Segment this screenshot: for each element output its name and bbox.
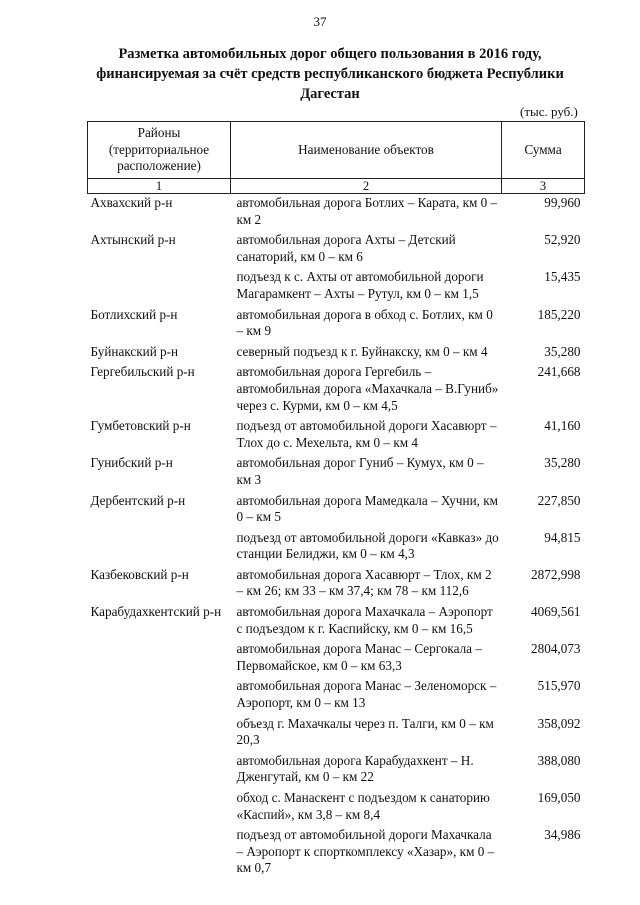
title-line: Дагестан <box>300 86 360 102</box>
table-row <box>88 752 585 789</box>
object-cell: автомобильная дорога Ботлих – Карата, км 0 – км 2 <box>236 195 498 227</box>
district-cell: Дербентский р-н <box>90 492 186 508</box>
district-cell: Гунибский р-н <box>90 455 173 471</box>
table-row <box>88 306 585 343</box>
sum-cell: 358,092 <box>537 715 581 731</box>
district-cell <box>88 268 231 305</box>
sum-cell: 52,920 <box>544 232 581 248</box>
table-row <box>88 677 585 714</box>
sum-cell: 515,970 <box>537 678 581 694</box>
object-cell: автомобильная дорога Гергебиль – автомобильная дорога «Махачкала – В.Гуниб» через с. Курми, км 0 – км 4,5 <box>236 364 499 413</box>
sum-cell: 35,280 <box>544 455 581 471</box>
object-cell: автомобильная дорога Манас – Сергокала – Первомайское, км 0 – км 63,3 <box>236 641 482 673</box>
object-cell: автомобильная дорога Ахты – Детский санаторий, км 0 – км 6 <box>236 232 456 264</box>
object-cell: автомобильная дорога в обход с. Ботлих, км 0 – км 9 <box>236 306 493 339</box>
roads-table <box>87 121 585 880</box>
table-row <box>88 789 585 826</box>
document-title <box>70 44 590 104</box>
table-row <box>88 715 585 752</box>
object-cell: автомобильная дорога Мамедкала – Хучни, км 0 – км 5 <box>236 492 498 525</box>
sum-cell: 241,668 <box>537 364 581 380</box>
table-row <box>88 566 585 603</box>
district-cell <box>88 677 231 714</box>
district-cell: Ахтынский р-н <box>90 232 176 248</box>
sum-cell: 34,986 <box>544 827 581 843</box>
sum-cell: 4069,561 <box>531 604 581 620</box>
district-cell: Казбековский р-н <box>90 566 189 582</box>
header-number: 1 <box>88 179 231 194</box>
object-cell: автомобильная дорога Махачкала – Аэропорт с подъездом к г. Каспийску, км 0 – км 16,5 <box>236 604 493 636</box>
header-district: Районы (территориальное расположение) <box>88 122 231 179</box>
table-row <box>88 363 585 417</box>
title-line: финансируемая за счёт средств республиканского бюджета Республики <box>96 66 564 82</box>
sum-cell: 388,080 <box>537 752 581 768</box>
sum-cell: 169,050 <box>537 790 581 805</box>
district-cell: Карабудахкентский р-н <box>90 604 222 620</box>
object-cell: подъезд от автомобильной дороги Махачкала – Аэропорт к спорткомплексу «Хазар», км 0 – км 0,7 <box>236 827 495 876</box>
district-cell: Ботлихский р-н <box>90 306 178 322</box>
object-cell: обход с. Манаскент с подъездом к санаторию «Каспий», км 3,8 – км 8,4 <box>236 790 490 822</box>
object-cell: автомобильная дорог Гуниб – Кумух, км 0 – км 3 <box>236 455 484 487</box>
table-row <box>88 231 585 268</box>
object-cell: подъезд к с. Ахты от автомобильной дороги Магарамкент – Ахты – Рутул, км 0 – км 1,5 <box>236 269 484 301</box>
object-cell: автомобильная дорога Хасавюрт – Тлох, км 2 – км 26; км 33 – км 37,4; км 78 – км 112,6 <box>236 566 492 599</box>
district-cell <box>88 529 231 566</box>
table-row <box>88 603 585 640</box>
district-cell: Гергебильский р-н <box>90 364 195 380</box>
header-sum: Сумма <box>502 122 585 179</box>
table-body <box>88 194 585 880</box>
object-cell: подъезд от автомобильной дороги Хасавюрт – Тлох до с. Мехельта, км 0 – км 4 <box>236 418 497 450</box>
district-cell: Буйнакский р-н <box>90 343 179 359</box>
district-cell <box>88 640 231 677</box>
sum-cell: 41,160 <box>544 418 581 434</box>
table-row <box>88 194 585 232</box>
table-row <box>88 268 585 305</box>
table-row <box>88 343 585 364</box>
sum-cell: 2804,073 <box>531 641 581 657</box>
object-cell: автомобильная дорога Карабудахкент – Н. Дженгутай, км 0 – км 22 <box>236 752 474 785</box>
header-number: 3 <box>502 179 585 194</box>
sum-cell: 227,850 <box>537 492 581 508</box>
sum-cell: 94,815 <box>544 529 581 545</box>
table-row <box>88 826 585 880</box>
district-cell: Ахвахский р-н <box>90 195 173 210</box>
header-object: Наименование объектов <box>231 122 502 179</box>
table-row <box>88 492 585 529</box>
sum-cell: 35,280 <box>544 343 581 359</box>
object-cell: объезд г. Махачкалы через п. Талги, км 0 – км 20,3 <box>236 715 494 748</box>
sum-cell: 2872,998 <box>531 566 581 582</box>
sum-cell: 99,960 <box>544 195 581 210</box>
table-row <box>88 417 585 454</box>
object-cell: подъезд от автомобильной дороги «Кавказ» до станции Белиджи, км 0 – км 4,3 <box>236 529 499 562</box>
object-cell: северный подъезд к г. Буйнакску, км 0 – км 4 <box>236 343 488 359</box>
title-line: Разметка автомобильных дорог общего пользования в 2016 году, <box>118 46 542 62</box>
page-number: 37 <box>313 14 327 29</box>
header-number: 2 <box>231 179 502 194</box>
district-cell <box>88 789 231 826</box>
sum-cell: 185,220 <box>537 306 581 322</box>
sum-cell: 15,435 <box>544 269 581 285</box>
table-row <box>88 454 585 491</box>
district-cell <box>88 715 231 752</box>
table-row <box>88 529 585 566</box>
object-cell: автомобильная дорога Манас – Зеленоморск – Аэропорт, км 0 – км 13 <box>236 678 497 711</box>
table-row <box>88 640 585 677</box>
district-cell <box>88 826 231 880</box>
district-cell <box>88 752 231 789</box>
units-label: (тыс. руб.) <box>520 104 578 119</box>
district-cell: Гумбетовский р-н <box>90 418 191 434</box>
